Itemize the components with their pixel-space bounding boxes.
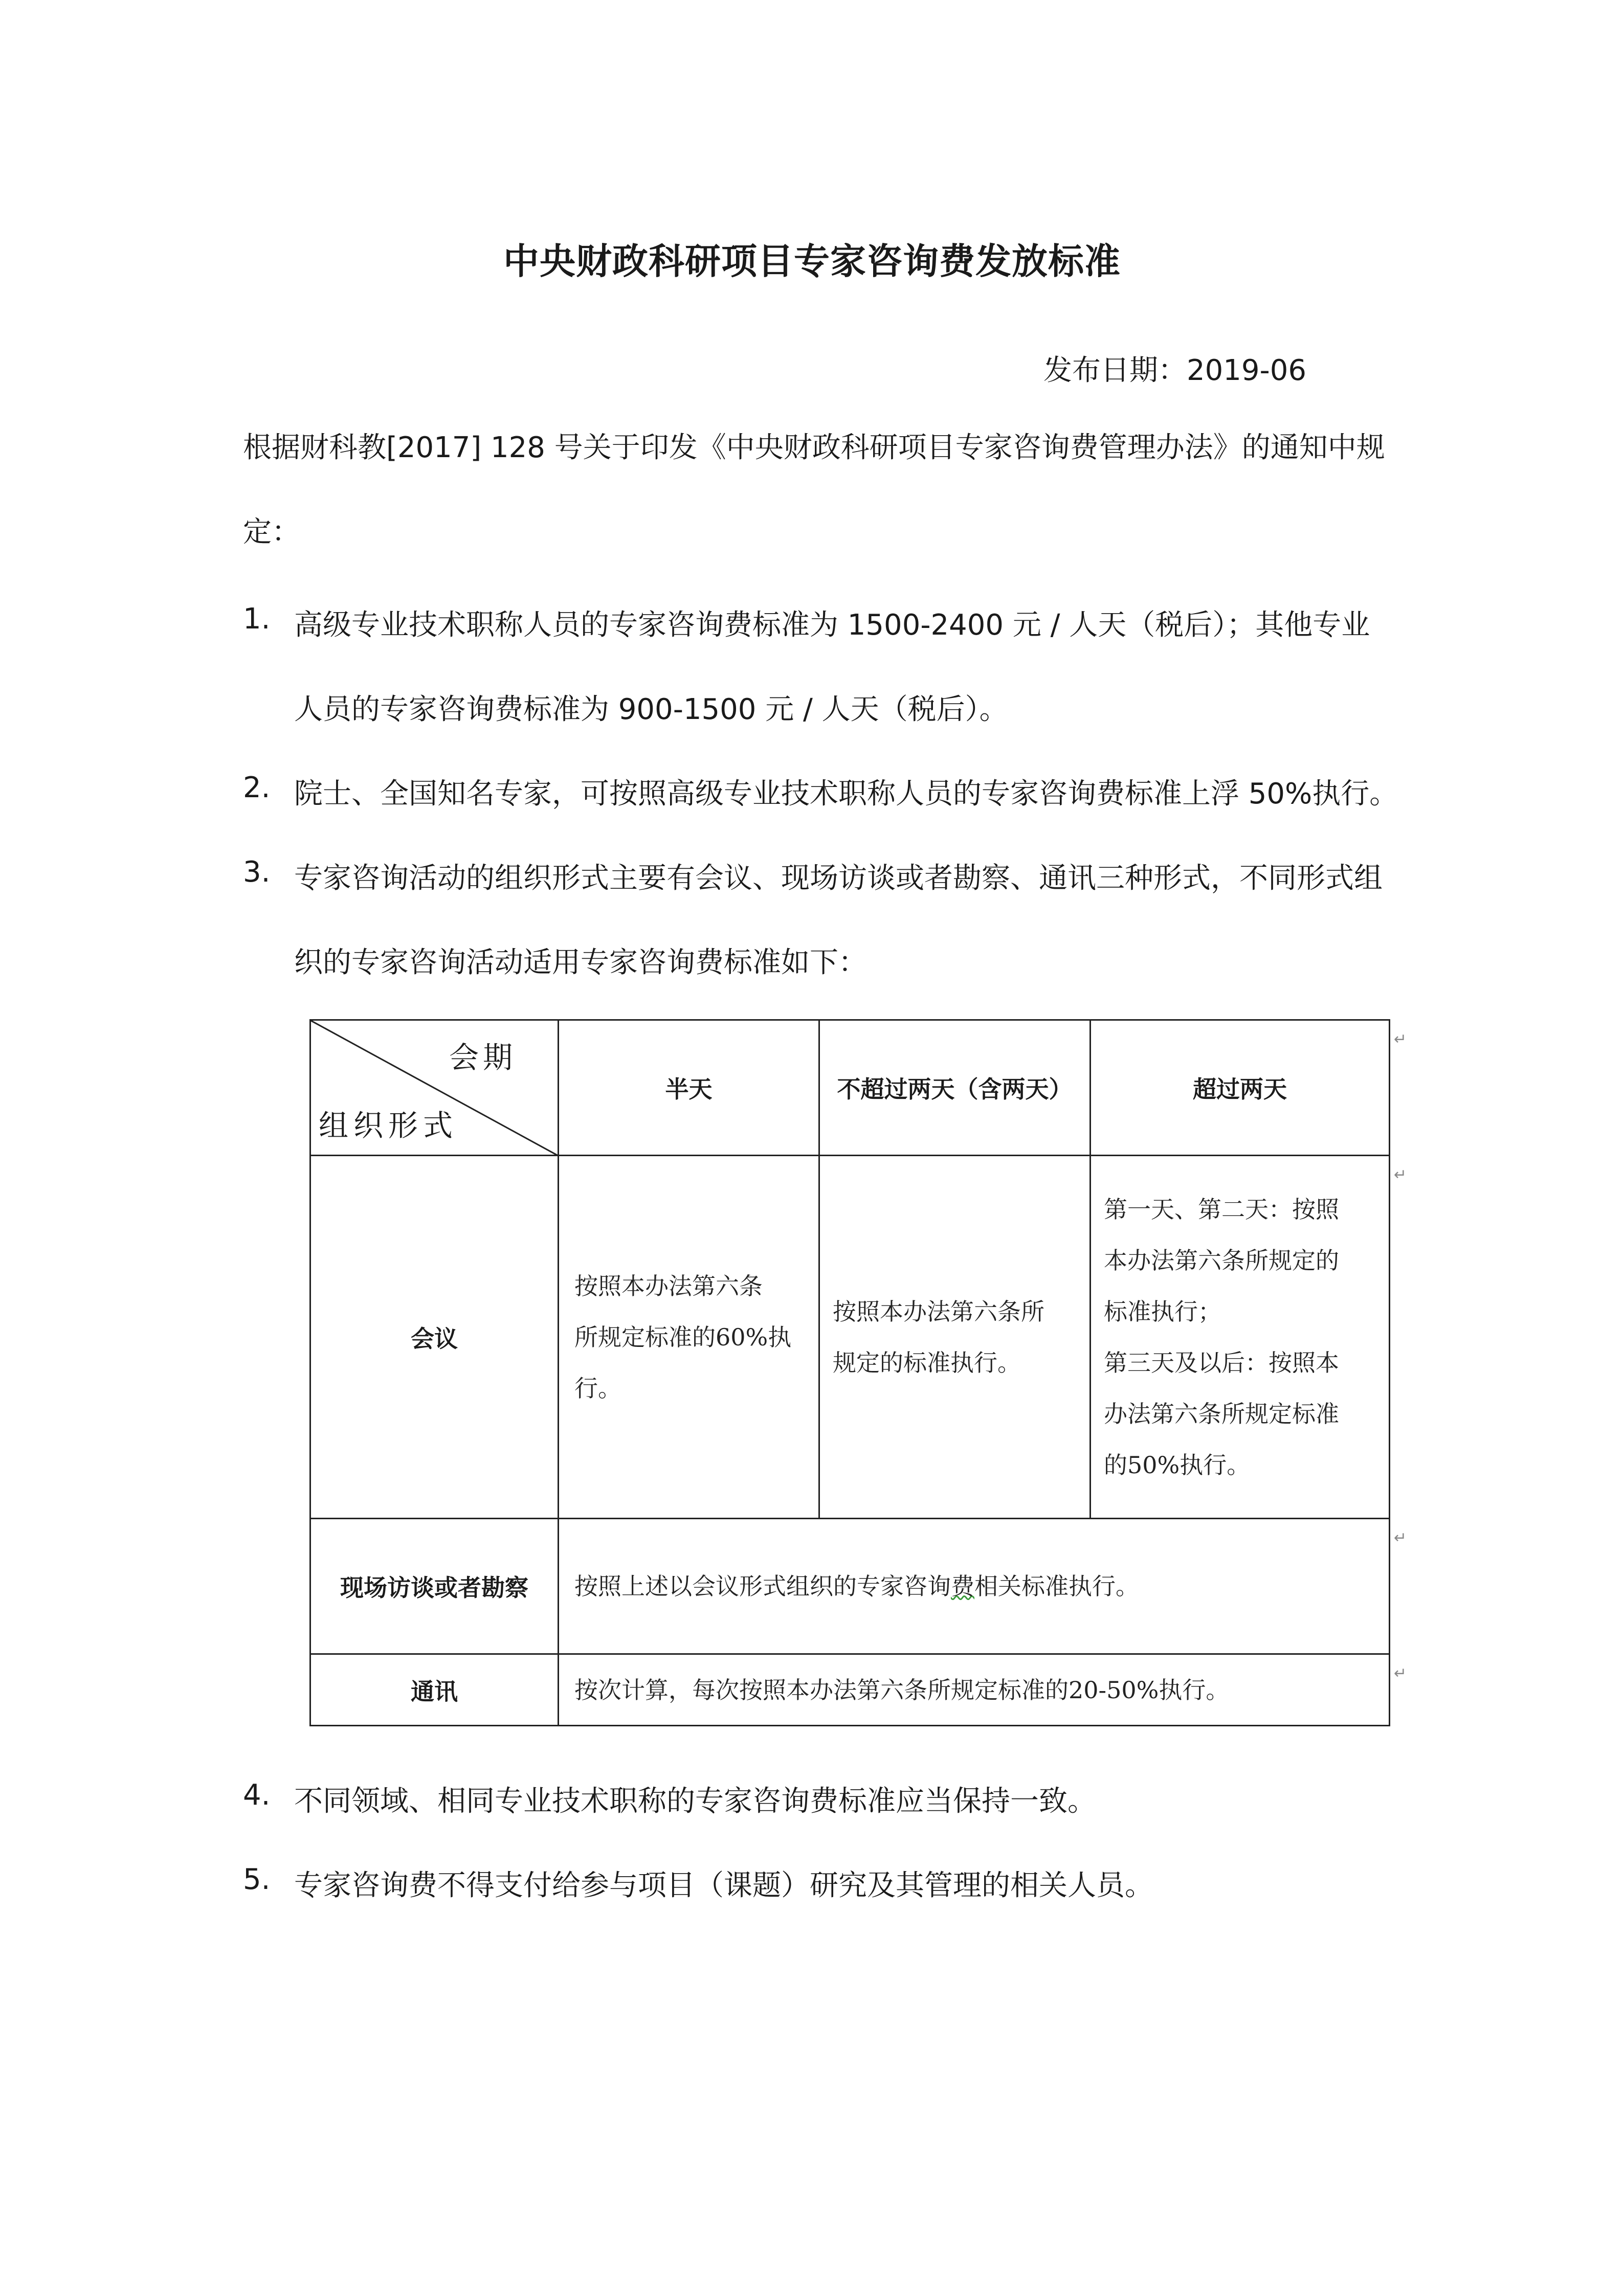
table-row-telecom <box>310 1654 1390 1726</box>
item-number: 2. <box>243 771 271 804</box>
item-3-line-2: 织的专家咨询活动适用专家咨询费标准如下： <box>294 946 867 979</box>
item-number: 4. <box>243 1779 271 1812</box>
item-number: 5. <box>243 1863 271 1896</box>
row-end-marker: ↵ <box>1394 1166 1407 1184</box>
item-1-line-2: 人员的专家咨询费标准为 900-1500 元 / 人天（税后）。 <box>294 693 1008 726</box>
cell-meeting-half-day: 按照本办法第六条 所规定标准的60%执 行。 <box>559 1156 819 1519</box>
item-number: 1. <box>243 602 271 636</box>
intro-line-2: 定： <box>243 515 300 549</box>
header-within-two-days: 不超过两天（含两天） <box>819 1020 1091 1156</box>
row-label-telecom: 通讯 <box>310 1654 559 1726</box>
item-1-line-1: 高级专业技术职称人员的专家咨询费标准为 1500-2400 元 / 人天（税后）；其他专业 <box>294 609 1370 642</box>
cell-meeting-two-days: 按照本办法第六条所 规定的标准执行。 <box>819 1156 1091 1519</box>
row-label-meeting: 会议 <box>310 1156 559 1519</box>
consulting-fee-table <box>309 1019 1390 1726</box>
row-end-marker: ↵ <box>1394 1529 1407 1547</box>
page-title: 中央财政科研项目专家咨询费发放标准 <box>503 240 1121 282</box>
item-number: 3. <box>243 856 271 889</box>
row-end-marker: ↵ <box>1394 1664 1407 1682</box>
item-4-line-1: 不同领域、相同专业技术职称的专家咨询费标准应当保持一致。 <box>294 1785 1096 1818</box>
table-row-site-visit <box>310 1519 1390 1654</box>
cell-meeting-over-two-days: 第一天、第二天：按照 本办法第六条所规定的 标准执行； 第三天及以后：按照本 办法第六条所规定标准 的50%执行。 <box>1091 1156 1390 1519</box>
item-5-line-1: 专家咨询费不得支付给参与项目（课题）研究及其管理的相关人员。 <box>294 1869 1153 1902</box>
table-row-meeting <box>310 1156 1390 1519</box>
row-end-marker: ↵ <box>1394 1030 1407 1048</box>
table-header-row <box>310 1020 1390 1156</box>
corner-label-form: 组织形式 <box>319 1108 458 1143</box>
item-3-line-1: 专家咨询活动的组织形式主要有会议、现场访谈或者勘察、通讯三种形式，不同形式组 <box>294 862 1383 895</box>
item-2-line-1: 院士、全国知名专家，可按照高级专业技术职称人员的专家咨询费标准上浮 50%执行。 <box>294 777 1398 811</box>
cell-telecom: 按次计算，每次按照本办法第六条所规定标准的20-50%执行。 <box>559 1654 1390 1726</box>
header-over-two-days: 超过两天 <box>1091 1020 1390 1156</box>
table-corner-cell <box>310 1020 559 1156</box>
intro-line-1: 根据财科教[2017] 128 号关于印发《中央财政科研项目专家咨询费管理办法》的通知中规 <box>243 431 1385 464</box>
publish-date: 发布日期：2019-06 <box>1043 354 1306 387</box>
cell-site-visit: 按照上述以会议形式组织的专家咨询费相关标准执行。 <box>559 1519 1390 1654</box>
header-half-day: 半天 <box>559 1020 819 1156</box>
row-label-site-visit: 现场访谈或者勘察 <box>310 1519 559 1654</box>
corner-label-period: 会期 <box>449 1040 517 1075</box>
